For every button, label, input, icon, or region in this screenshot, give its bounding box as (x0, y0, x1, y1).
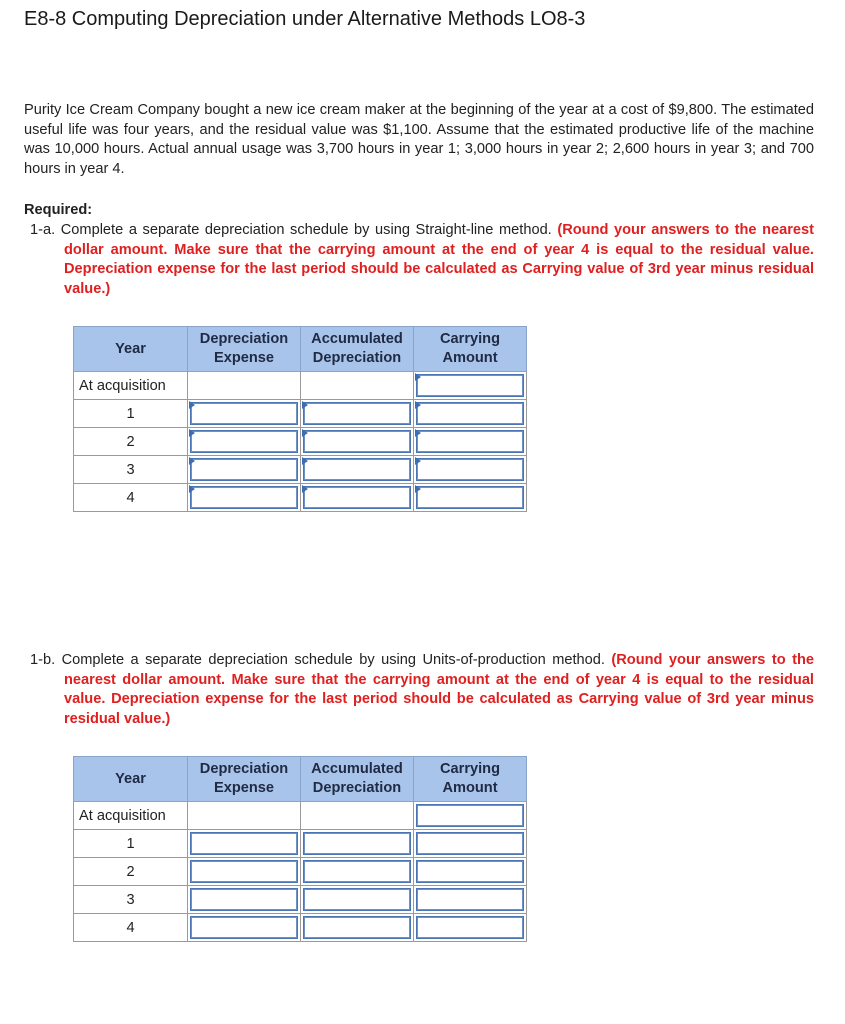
req-1a-text: Complete a separate depreciation schedule by using Straight-line method. (60, 222, 552, 238)
row-label: 2 (74, 858, 188, 886)
carrying-amount-input[interactable] (414, 400, 527, 428)
accumulated-depreciation-input[interactable] (301, 914, 414, 942)
carrying-amount-input[interactable] (414, 428, 527, 456)
header-depreciation-expense: Depreciation Expense (188, 327, 301, 372)
requirement-1a (30, 221, 814, 299)
header-accumulated-depreciation: Accumulated Depreciation (301, 757, 414, 802)
table-row (74, 484, 527, 512)
row-label: 3 (74, 456, 188, 484)
table-row (74, 372, 527, 400)
input-marker-icon (302, 457, 308, 465)
accumulated-depreciation-input[interactable] (301, 456, 414, 484)
row-label: 1 (74, 400, 188, 428)
row-label: At acquisition (74, 372, 188, 400)
input-marker-icon (415, 457, 421, 465)
carrying-amount-input[interactable] (414, 372, 527, 400)
input-marker-icon (415, 401, 421, 409)
carrying-amount-input[interactable] (414, 914, 527, 942)
input-marker-icon (302, 401, 308, 409)
problem-text: Purity Ice Cream Company bought a new ice cream maker at the beginning of the year at a cost of $9,800. The estimated useful life was four years, and the residual value was $1,100. Assume that the estimated productive life of the machine was 10,000 hours. Actual annual usage was 3,700 hours in year 1; 3,000 hours in year 2; 2,600 hours in year 3; and 700 hours in year 4. (24, 102, 814, 177)
input-marker-icon (189, 457, 195, 465)
input-marker-icon (302, 485, 308, 493)
table-row (74, 830, 527, 858)
input-marker-icon (302, 429, 308, 437)
carrying-amount-input[interactable] (414, 858, 527, 886)
input-marker-icon (189, 485, 195, 493)
header-year: Year (74, 327, 188, 372)
requirement-1b (30, 651, 814, 729)
input-marker-icon (189, 429, 195, 437)
depreciation-expense-input[interactable] (188, 858, 301, 886)
req-1b-text: Complete a separate depreciation schedule by using Units-of-production method. (61, 652, 605, 668)
carrying-amount-input[interactable] (414, 484, 527, 512)
table-row (74, 456, 527, 484)
req-1a-note: (Round your answers to the nearest dollar amount. Make sure that the carrying amount at the end of year 4 is equal to the residual value. Depreciation expense for the last period should be calculated as Carrying value of 3rd year minus residual value.) (64, 222, 815, 297)
carrying-amount-input[interactable] (414, 456, 527, 484)
row-label: 4 (74, 914, 188, 942)
table-row (74, 400, 527, 428)
table-row (74, 858, 527, 886)
cell-empty (301, 372, 414, 400)
table-row (74, 428, 527, 456)
input-marker-icon (415, 429, 421, 437)
row-label: 4 (74, 484, 188, 512)
cell-empty (301, 802, 414, 830)
accumulated-depreciation-input[interactable] (301, 858, 414, 886)
row-label: 1 (74, 830, 188, 858)
page-title: E8-8 Computing Depreciation under Alternative Methods LO8-3 (24, 8, 586, 30)
input-marker-icon (415, 485, 421, 493)
table-row (74, 914, 527, 942)
header-carrying-amount: Carrying Amount (414, 327, 527, 372)
header-accumulated-depreciation: Accumulated Depreciation (301, 327, 414, 372)
accumulated-depreciation-input[interactable] (301, 484, 414, 512)
cell-empty (188, 372, 301, 400)
depreciation-expense-input[interactable] (188, 428, 301, 456)
accumulated-depreciation-input[interactable] (301, 428, 414, 456)
carrying-amount-input[interactable] (414, 802, 527, 830)
table-row (74, 886, 527, 914)
accumulated-depreciation-input[interactable] (301, 886, 414, 914)
depreciation-expense-input[interactable] (188, 914, 301, 942)
req-1a-number: 1-a. (30, 222, 56, 238)
accumulated-depreciation-input[interactable] (301, 830, 414, 858)
depreciation-expense-input[interactable] (188, 886, 301, 914)
req-1b-number: 1-b. (30, 652, 56, 668)
row-label: At acquisition (74, 802, 188, 830)
carrying-amount-input[interactable] (414, 886, 527, 914)
row-label: 3 (74, 886, 188, 914)
header-depreciation-expense: Depreciation Expense (188, 757, 301, 802)
depreciation-expense-input[interactable] (188, 400, 301, 428)
accumulated-depreciation-input[interactable] (301, 400, 414, 428)
input-marker-icon (415, 373, 421, 381)
depreciation-expense-input[interactable] (188, 484, 301, 512)
straight-line-table (73, 326, 527, 512)
input-marker-icon (189, 401, 195, 409)
table-row (74, 802, 527, 830)
carrying-amount-input[interactable] (414, 830, 527, 858)
required-label: Required: (24, 202, 93, 218)
header-carrying-amount: Carrying Amount (414, 757, 527, 802)
row-label: 2 (74, 428, 188, 456)
cell-empty (188, 802, 301, 830)
header-year: Year (74, 757, 188, 802)
depreciation-expense-input[interactable] (188, 830, 301, 858)
units-of-production-table (73, 756, 527, 942)
depreciation-expense-input[interactable] (188, 456, 301, 484)
req-1b-note: (Round your answers to the nearest dollar amount. Make sure that the carrying amount at the end of year 4 is equal to the residual value. Depreciation expense for the last period should be calculated as Carrying value of 3rd year minus residual value.) (64, 652, 815, 727)
